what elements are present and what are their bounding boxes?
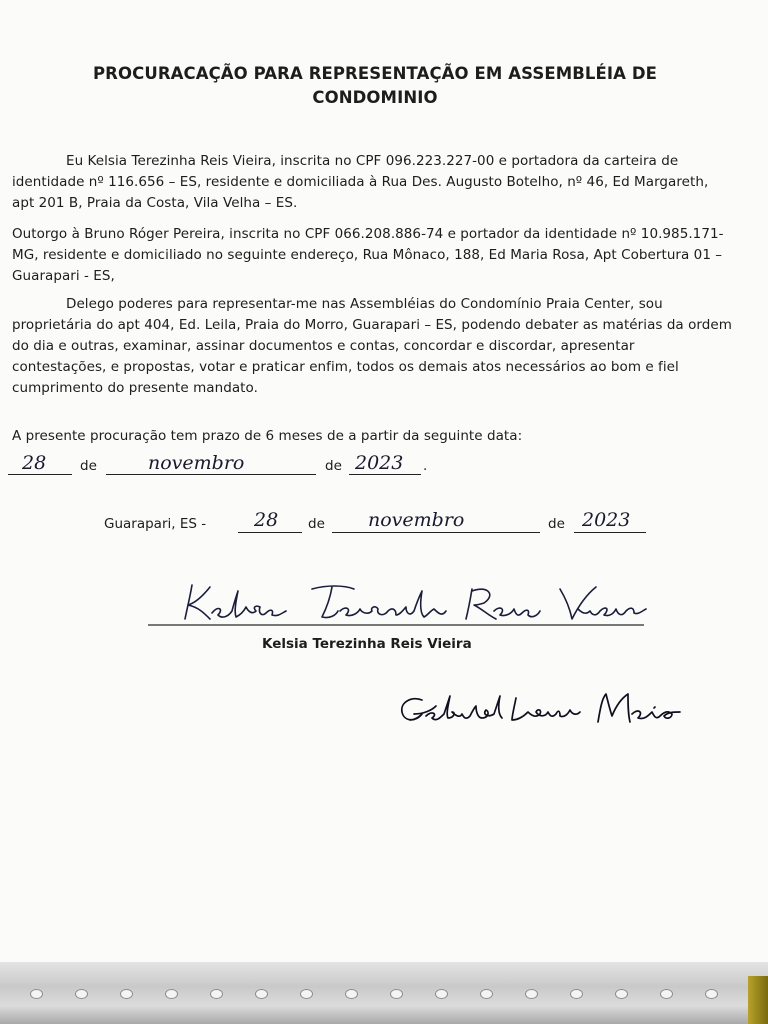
- binder-hole: [570, 989, 583, 999]
- binder-hole: [165, 989, 178, 999]
- binder-hole: [435, 989, 448, 999]
- binder-hole: [210, 989, 223, 999]
- validity-de-1: de: [80, 458, 97, 474]
- validity-day: 28: [22, 452, 47, 474]
- binder-hole: [615, 989, 628, 999]
- binder-hole: [525, 989, 538, 999]
- powers-paragraph: Delego poderes para representar-me nas Assembléias do Condomínio Praia Center, sou proprietária do apt 404, Ed. Leila, Praia do Morro, Guarapari – ES, podendo debater as matérias da ordem do dia e outras, examinar, assinar documentos e contas, concordar e discordar, apresentar contestações, e propostas, votar e praticar enfim, todos os demais atos necessários ao bom e fiel cumprimento do presente mandato.: [12, 296, 732, 396]
- binder-hole: [120, 989, 133, 999]
- validity-year: 2023: [355, 452, 404, 474]
- place-de-1: de: [308, 516, 325, 532]
- binder-hole: [30, 989, 43, 999]
- binder-hole: [75, 989, 88, 999]
- grantee-paragraph: Outorgo à Bruno Róger Pereira, inscrita no CPF 066.208.886-74 e portador da identidade nº 10.985.171-MG, residente e domiciliado no seguinte endereço, Rua Mônaco, 188, Ed Maria Rosa, Apt Cobertura 01 – Guarapari - ES,: [12, 226, 724, 284]
- validity-paragraph: A presente procuração tem prazo de 6 meses de a partir da seguinte data:: [12, 428, 523, 444]
- second-signature: [396, 688, 686, 730]
- place-label: Guarapari, ES -: [104, 516, 207, 532]
- place-month: novembro: [368, 509, 465, 531]
- binder-hole: [480, 989, 493, 999]
- binder-hole: [705, 989, 718, 999]
- binder-hole: [300, 989, 313, 999]
- binder-hole: [345, 989, 358, 999]
- binder-strip: [0, 962, 768, 1024]
- title-line-1: PROCURACAÇÃO PARA REPRESENTAÇÃO EM ASSEMBLÉIA DE: [92, 64, 657, 83]
- validity-de-2: de: [325, 458, 342, 474]
- validity-period: .: [423, 458, 428, 474]
- grantor-signature: [140, 575, 660, 631]
- validity-month: novembro: [148, 452, 245, 474]
- binder-hole: [255, 989, 268, 999]
- grantor-printed-name: Kelsia Terezinha Reis Vieira: [262, 636, 472, 652]
- title-line-2: CONDOMINIO: [312, 88, 438, 107]
- place-year: 2023: [582, 509, 631, 531]
- binder-hole: [660, 989, 673, 999]
- place-day: 28: [254, 509, 279, 531]
- background-object: [748, 976, 768, 1024]
- binder-hole: [390, 989, 403, 999]
- place-de-2: de: [548, 516, 565, 532]
- grantor-paragraph: Eu Kelsia Terezinha Reis Vieira, inscrita no CPF 096.223.227-00 e portadora da carteira de identidade nº 116.656 – ES, residente e domiciliada à Rua Des. Augusto Botelho, nº 46, Ed Margareth, apt 201 B, Praia da Costa, Vila Velha – ES.: [12, 153, 709, 211]
- document-title: [20, 62, 730, 110]
